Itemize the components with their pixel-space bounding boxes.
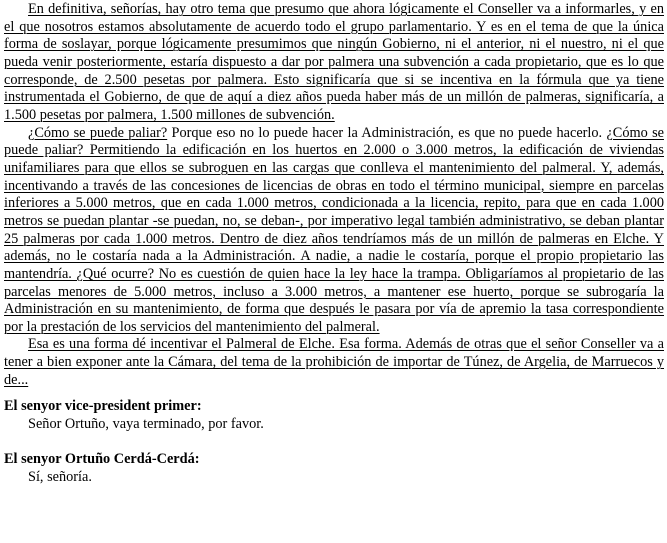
paragraph-3 (4, 336, 664, 389)
paragraph-2-text: ¿Cómo se puede paliar? Permitiendo la edificación en los huertos en 2.000 o 3.000 metros, la edificación de viviendas unifamiliares para que ellos se subroguen en las cargas que conlleva el mantenimiento del palmeral. Y, además, incentivando a través de las concesiones de licencias de obras en todo el término municipal, siempre en parcelas inferiores a 5.000 metros, que en cada 1.000 metros, condicionada a la licencia, repito, para que en cada 1.000 metros se puedan plantar -se puedan, no, se deban-, por imperativo legal también administrativo, se deban plantar 25 palmeras por cada 1.000 metros. Dentro de diez años tendríamos más de un millón de palmeras en Elche. Y además, no le costaría nada a la Administración. A nadie, a nadie le costaría, porque el propio propietario las mantendría. ¿Qué ocurre? No es cuestión de quien hace la ley hace la trampa. Obligaríamos al propietario de las parcelas menores de 5.000 metros, incluso a 3.000 metros, a mantener ese huerto, porque se subrogaría la Administración en su mantenimiento, de forma que después le pasara por vía de apremio la tasa correspondiente por la prestación de los servicios del mantenimiento del palmeral. (4, 124, 664, 335)
paragraph-1-text: En definitiva, señorías, hay otro tema que presumo que ahora lógicamente el Conseller va a informarles, y en el que nosotros estamos absolutamente de acuerdo todo el grupo parlamentario. Y es en el tema de que la única forma de soslayar, porque lógicamente presumimos que ningún Gobierno, ni el anterior, ni el nuestro, ni el que pueda venir posteriormente, estaría dispuesto a dar por palmera una subvención a cada propietario, que es lo que corresponde, de 2.500 pesetas por palmera. Esto significaría que si se incentiva en la fórmula que ya tiene instrumentada el Gobierno, de que de aquí a diez años pueda haber más de un millón de palmeras, significaría, a 1.500 pesetas por palmera, 1.500 millones de subvención. (4, 1, 664, 123)
speech-ortuno: Sí, señoría. (28, 469, 92, 486)
speaker-vice-president: El senyor vice-president primer: (4, 398, 202, 415)
transcript-page (4, 1, 664, 486)
paragraph-2-question: ¿Cómo se puede paliar? (28, 124, 168, 141)
paragraph-2-plain-text: Porque eso no lo puede hacer la Administración, es que no puede hacerlo. (167, 124, 607, 141)
paragraph-3-text: Esa es una forma dé incentivar el Palmeral de Elche. Esa forma. Además de otras que el señor Conseller va a tener a bien exponer ante la Cámara, del tema de la prohibición de importar de Túnez, de Argelia, de Marruecos y de... (4, 336, 664, 388)
speaker-ortuno: El senyor Ortuño Cerdá-Cerdá: (4, 451, 200, 468)
paragraph-1 (4, 1, 664, 125)
paragraph-2 (4, 125, 664, 337)
speech-vice-president: Señor Ortuño, vaya terminado, por favor. (28, 416, 264, 433)
spacer (4, 433, 664, 450)
spacer (4, 389, 664, 397)
